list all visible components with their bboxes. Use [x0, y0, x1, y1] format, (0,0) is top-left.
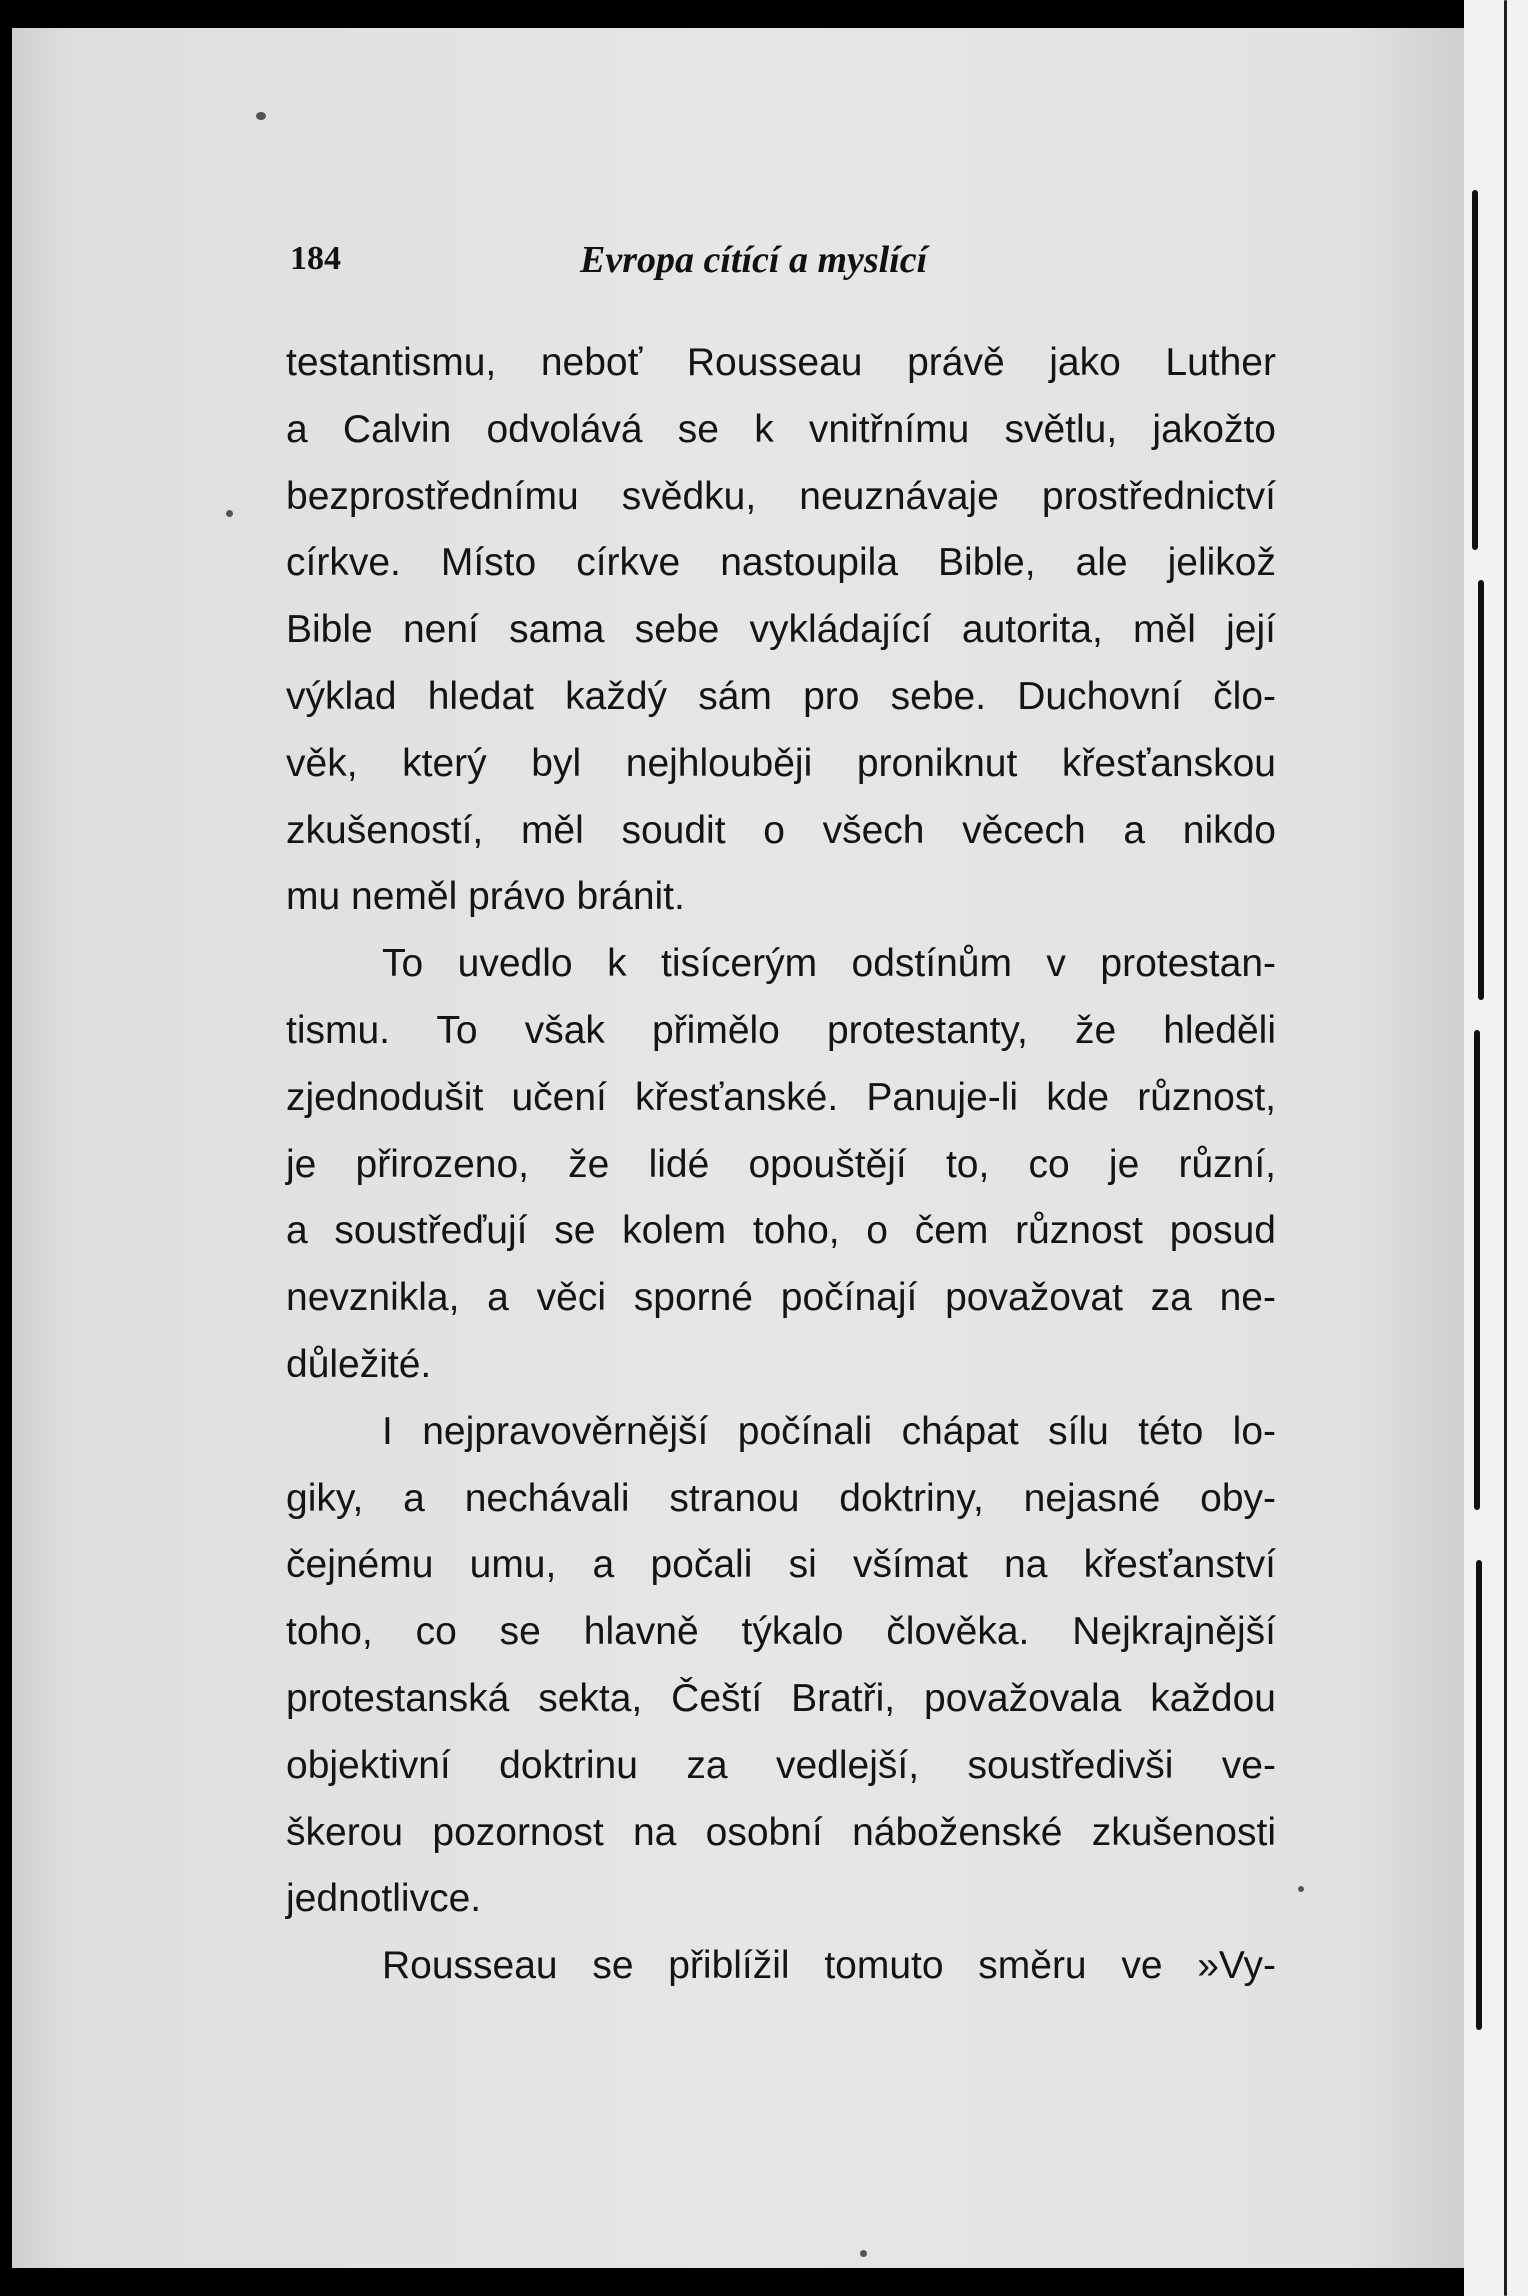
- text-line: mu neměl právo bránit.: [286, 875, 685, 919]
- body-text: [286, 330, 1276, 2000]
- text-line: důležité.: [286, 1342, 432, 1386]
- text-line: výklad hledat každý sám pro sebe. Duchovní člo-: [286, 674, 1276, 718]
- dust-speck: [256, 112, 266, 120]
- text-line: církve. Místo církve nastoupila Bible, ale jelikož: [286, 541, 1276, 585]
- paragraph: [286, 1933, 1276, 2000]
- paragraph: [286, 1399, 1276, 1933]
- text-line: I nejpravověrnější počínali chápat sílu této lo-: [382, 1409, 1276, 1453]
- dust-speck: [860, 2250, 867, 2257]
- text-line: tismu. To však přimělo protestanty, že hleděli: [286, 1008, 1276, 1052]
- text-line: zjednodušit učení křesťanské. Panuje-li kde různost,: [286, 1075, 1276, 1119]
- paragraph: [286, 931, 1276, 1399]
- text-line: je přirozeno, že lidé opouštějí to, co je různí,: [286, 1142, 1276, 1186]
- text-line: To uvedlo k tisícerým odstínům v protestan-: [382, 942, 1276, 986]
- text-line: bezprostřednímu svědku, neuznávaje prostřednictví: [286, 474, 1276, 518]
- text-line: objektivní doktrinu za vedlejší, soustředivši ve-: [286, 1743, 1276, 1787]
- text-line: věk, který byl nejhlouběji proniknut křesťanskou: [286, 741, 1276, 785]
- running-title: Evropa cítící a myslící: [580, 239, 928, 281]
- text-line: toho, co se hlavně týkalo člověka. Nejkrajnější: [286, 1610, 1276, 1654]
- page-number: 184: [290, 240, 341, 277]
- text-line: a soustřeďují se kolem toho, o čem různost posud: [286, 1209, 1276, 1253]
- dust-speck: [226, 510, 233, 517]
- text-line: Bible není sama sebe vykládající autorita, měl její: [286, 608, 1276, 652]
- page-stack-edge: [1464, 0, 1528, 2296]
- dust-speck: [1298, 1886, 1304, 1892]
- text-line: protestanská sekta, Čeští Bratři, považovala každou: [286, 1676, 1276, 1720]
- paragraph: [286, 330, 1276, 931]
- text-line: testantismu, neboť Rousseau právě jako Luther: [286, 341, 1276, 384]
- text-line: nevznikla, a věci sporné počínají považovat za ne-: [286, 1276, 1276, 1320]
- text-line: a Calvin odvolává se k vnitřnímu světlu, jakožto: [286, 407, 1276, 451]
- text-line: zkušeností, měl soudit o všech věcech a nikdo: [286, 808, 1276, 852]
- text-line: Rousseau se přiblížil tomuto směru ve »Vy-: [382, 1944, 1276, 1988]
- text-line: škerou pozornost na osobní náboženské zkušenosti: [286, 1810, 1276, 1854]
- text-line: jednotlivce.: [286, 1877, 482, 1921]
- text-line: giky, a nechávali stranou doktriny, nejasné oby-: [286, 1476, 1276, 1520]
- text-line: čejnému umu, a počali si všímat na křesťanství: [286, 1543, 1276, 1587]
